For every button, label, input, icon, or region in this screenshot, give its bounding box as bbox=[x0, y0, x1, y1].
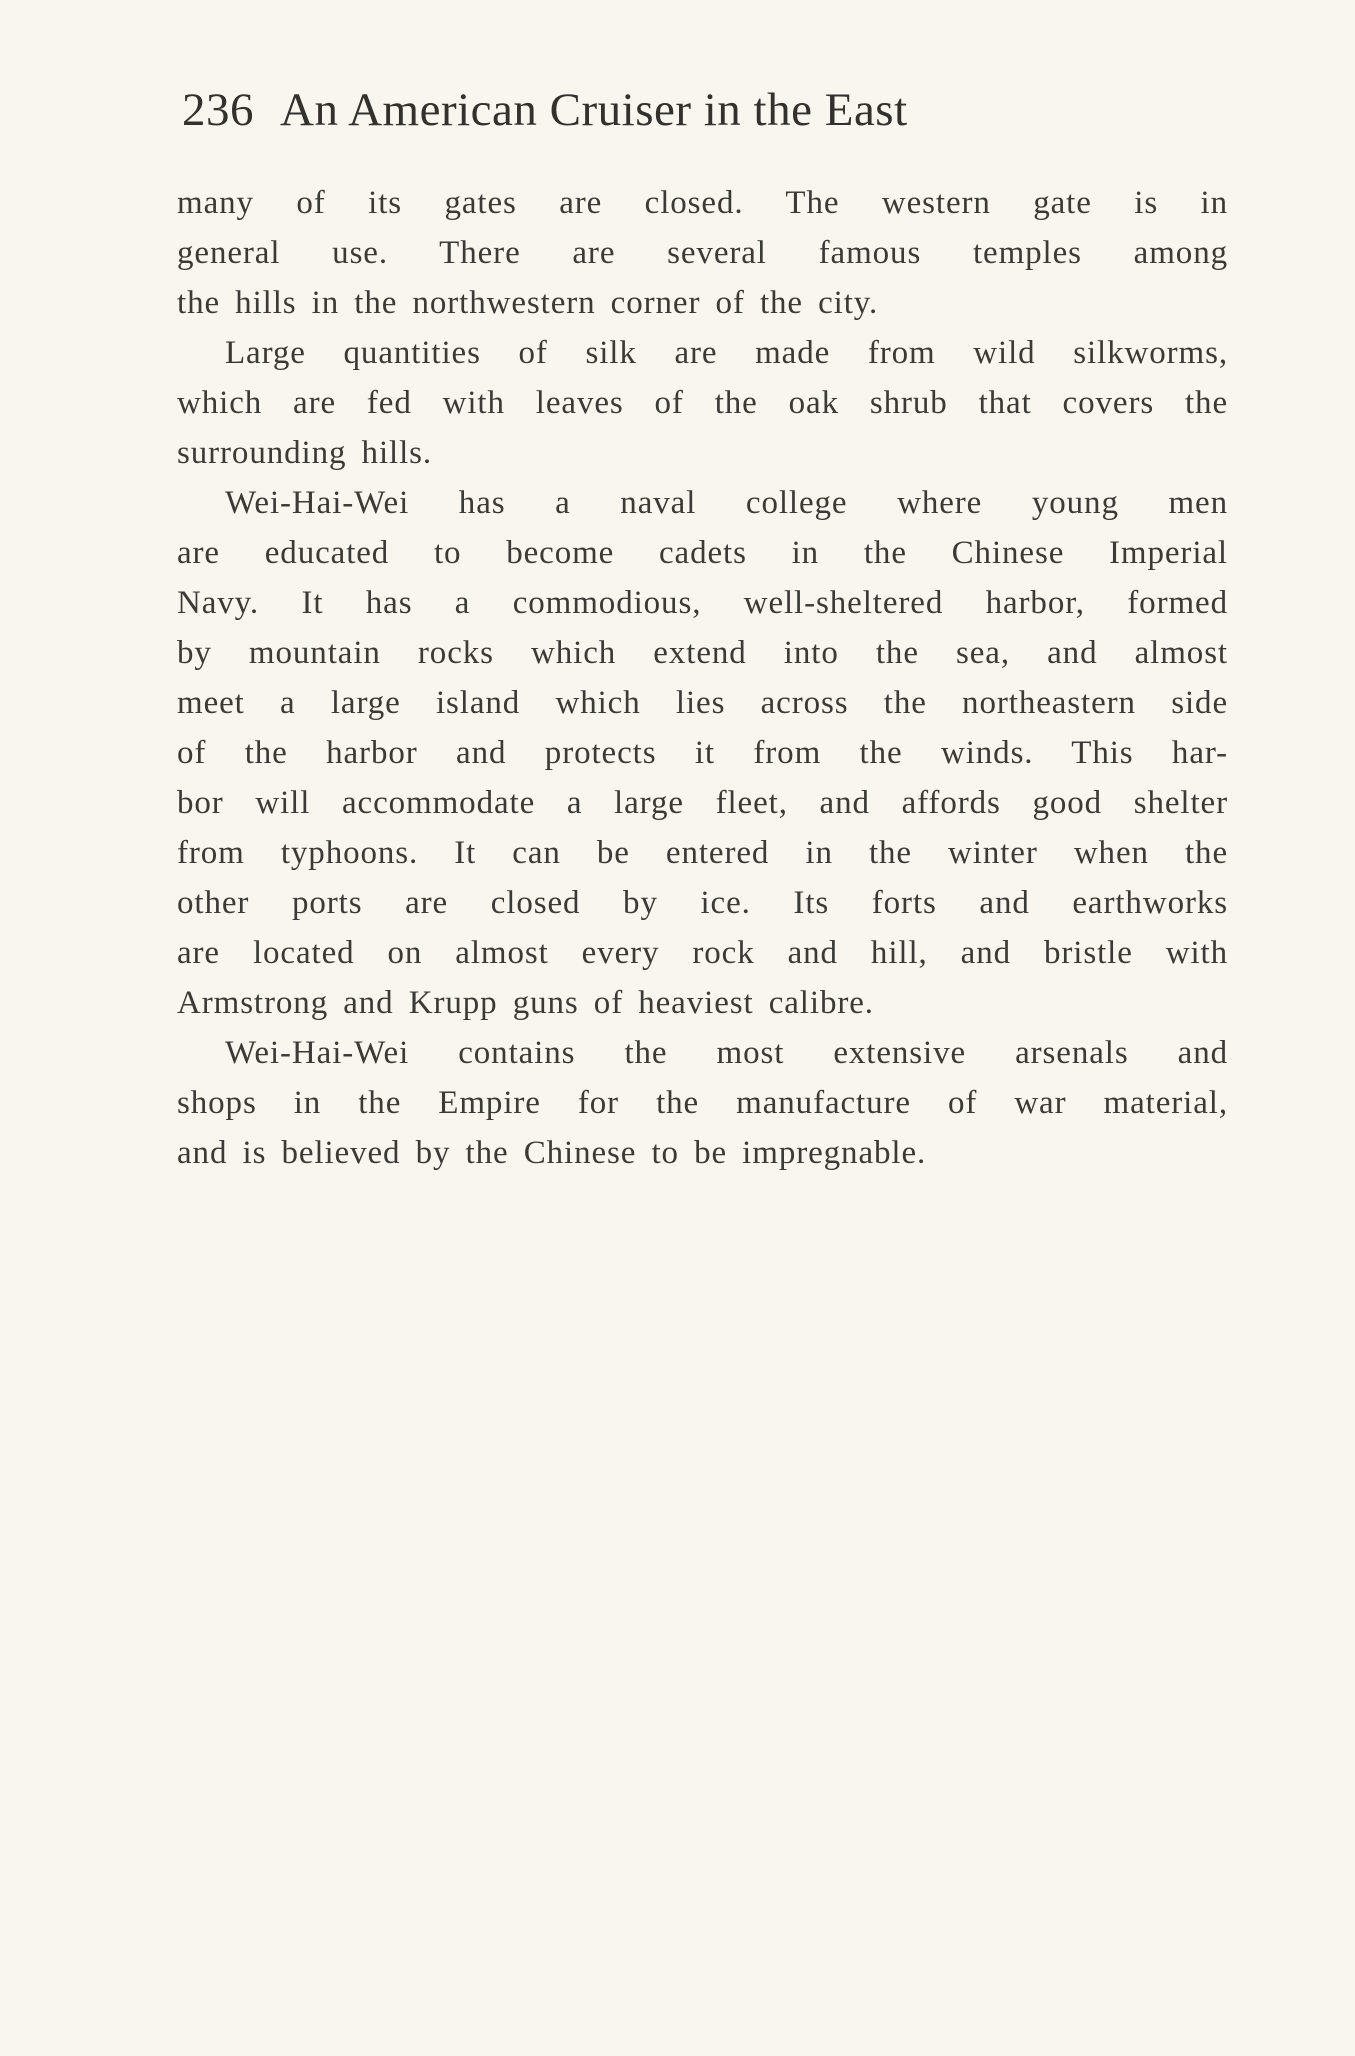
text-line: other ports are closed by ice. Its forts and earthworks bbox=[177, 885, 1228, 921]
body-text bbox=[177, 178, 1228, 1178]
text-line: from typhoons. It can be entered in the winter when the bbox=[177, 835, 1228, 871]
text-line: many of its gates are closed. The western gate is in bbox=[177, 185, 1228, 221]
paragraph-city-gates bbox=[177, 178, 1228, 328]
text-line: are located on almost every rock and hill, and bristle with bbox=[177, 935, 1228, 971]
text-line: which are fed with leaves of the oak shrub that covers the bbox=[177, 385, 1228, 421]
text-line: meet a large island which lies across the northeastern side bbox=[177, 685, 1228, 721]
text-line: general use. There are several famous temples among bbox=[177, 235, 1228, 271]
text-line: surrounding hills. bbox=[177, 435, 433, 471]
text-line: of the harbor and protects it from the winds. This har- bbox=[177, 735, 1228, 771]
text-line: Wei-Hai-Wei has a naval college where young men bbox=[225, 485, 1228, 521]
paragraph-silk bbox=[177, 328, 1228, 478]
text-line: and is believed by the Chinese to be impregnable. bbox=[177, 1135, 927, 1171]
book-title: An American Cruiser in the East bbox=[280, 84, 908, 136]
text-line: Wei-Hai-Wei contains the most extensive arsenals and bbox=[225, 1035, 1228, 1071]
paragraph-arsenals bbox=[177, 1028, 1228, 1178]
text-line: Large quantities of silk are made from wild silkworms, bbox=[225, 335, 1228, 371]
text-line: by mountain rocks which extend into the sea, and almost bbox=[177, 635, 1228, 671]
text-line: shops in the Empire for the manufacture of war material, bbox=[177, 1085, 1228, 1121]
text-line: the hills in the northwestern corner of the city. bbox=[177, 285, 879, 321]
page-number: 236 bbox=[182, 84, 254, 136]
running-head bbox=[182, 80, 1182, 140]
text-line: are educated to become cadets in the Chinese Imperial bbox=[177, 535, 1228, 571]
text-line: Navy. It has a commodious, well-sheltered harbor, formed bbox=[177, 585, 1228, 621]
text-line: Armstrong and Krupp guns of heaviest calibre. bbox=[177, 985, 874, 1021]
paragraph-naval-college bbox=[177, 478, 1228, 1028]
text-line: bor will accommodate a large fleet, and affords good shelter bbox=[177, 785, 1228, 821]
